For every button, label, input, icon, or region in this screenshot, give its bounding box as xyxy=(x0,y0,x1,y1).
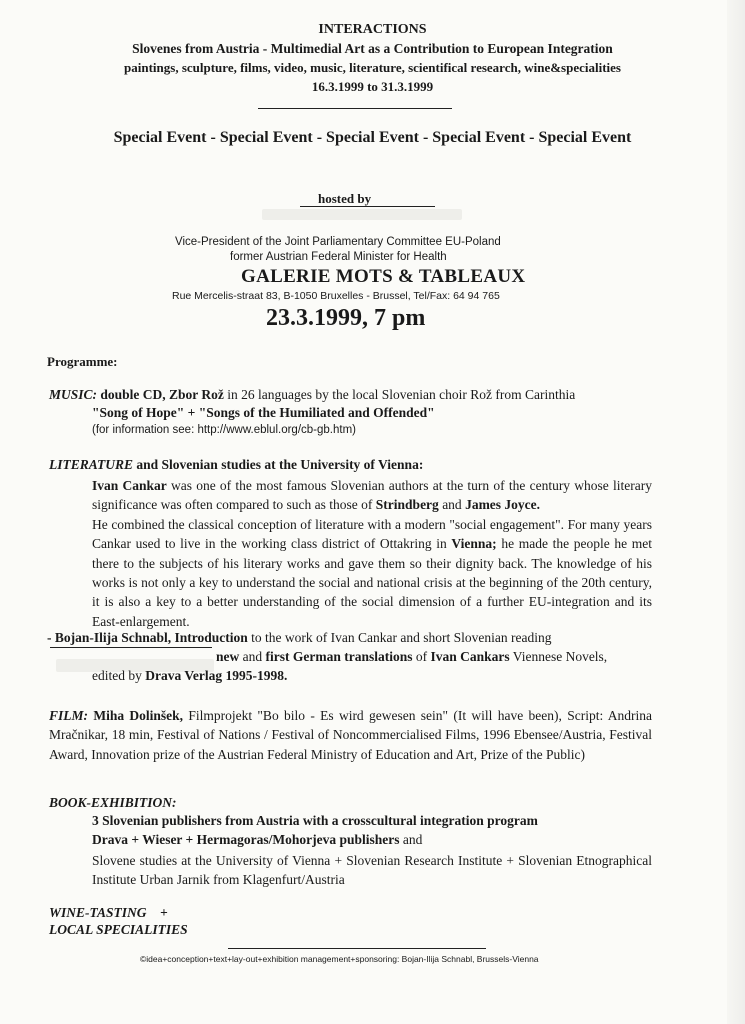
strindberg-name: Strindberg xyxy=(375,497,439,513)
reading-description: to the work of Ivan Cankar and short Slovenian reading xyxy=(247,630,552,645)
film-director: Miha Dolinšek, xyxy=(93,708,184,723)
film-paragraph xyxy=(49,706,652,764)
joyce-name: James Joyce. xyxy=(465,497,541,513)
book-institutes: Slovene studies at the University of Vienna + Slovenian Research Institute + Slovenian Etnographical Institute Urban Jarnik from Klagenfurt/Austria xyxy=(92,853,652,888)
vienna-name: Vienna; xyxy=(451,536,497,552)
literature-text-1: was one of the most famous Slovenian authors at the turn of the century whose literary significance was often compared to such as those of xyxy=(92,478,652,513)
music-song-titles: "Song of Hope" + "Songs of the Humiliated and Offended" xyxy=(92,405,435,420)
music-line-1 xyxy=(49,387,575,403)
hosted-by-label: hosted by xyxy=(318,191,372,206)
book-exhibition-label: BOOK-EXHIBITION: xyxy=(49,795,177,810)
reading-translations: first German translations xyxy=(265,649,413,664)
music-info-link: (for information see: http://www.eblul.org/cb-gb.htm) xyxy=(92,424,356,436)
hosted-by-underline xyxy=(300,206,435,207)
reading-novels: Viennese Novels, xyxy=(509,649,608,664)
wine-tasting-label: WINE-TASTING + xyxy=(49,905,168,920)
event-dates: 16.3.1999 to 31.3.1999 xyxy=(311,79,434,94)
reading-cankars: Ivan Cankars xyxy=(430,649,510,664)
redacted-host-name xyxy=(262,209,462,220)
footer-divider xyxy=(228,948,486,949)
literature-text-3: he made the people he met there to the subjects of his literary works and gave them so their dignity back. The knowledge of his works is not only a key to understand the social and national crisis at the beginning of the 20th century, it is also a key to a better understanding of the social dimension of a further EU-integration and its East-enlargement. xyxy=(92,536,652,629)
event-subtitle: Slovenes from Austria - Multimedial Art as a Contribution to European Integration xyxy=(132,41,613,56)
cankar-name: Ivan Cankar xyxy=(92,478,167,493)
local-specialities-label: LOCAL SPECIALITIES xyxy=(49,922,188,937)
literature-label: LITERATURE xyxy=(49,457,134,472)
book-publishers-intro: 3 Slovenian publishers from Austria with a crosscultural integration program xyxy=(92,813,538,828)
venue-address: Rue Mercelis-straat 83, B-1050 Bruxelles - Brussel, Tel/Fax: 64 94 765 xyxy=(172,290,500,302)
special-event-banner: Special Event - Special Event - Special Event - Special Event - Special Event xyxy=(113,129,632,146)
event-title: INTERACTIONS xyxy=(318,22,427,37)
reading-new: new xyxy=(216,649,240,664)
book-publishers-and: and xyxy=(399,832,423,847)
reading-of: of xyxy=(412,649,431,664)
reading-and: and xyxy=(239,649,266,664)
programme-heading: Programme: xyxy=(47,354,118,369)
event-categories: paintings, sculpture, films, video, music, literature, scientifical research, wine&specialities xyxy=(124,60,621,75)
reading-edited-by: edited by xyxy=(92,668,146,683)
music-label: MUSIC: xyxy=(49,387,98,402)
reading-speaker: - Bojan-Ilija Schnabl, Introduction xyxy=(47,630,248,645)
reading-line-1 xyxy=(47,630,551,646)
event-datetime: 23.3.1999, 7 pm xyxy=(266,305,426,331)
music-description: in 26 languages by the local Slovenian choir Rož from Carinthia xyxy=(223,387,576,402)
literature-text-2: He combined the classical conception of literature with a modern "social engagement". For many years Cankar used to live in the working class district of Ottakring in xyxy=(92,516,652,552)
reading-line-2 xyxy=(216,649,607,665)
film-label: FILM: xyxy=(49,708,89,723)
book-publishers: Drava + Wieser + Hermagoras/Mohorjeva publishers xyxy=(92,832,400,847)
reading-underline xyxy=(50,647,212,648)
footer-credits: ©idea+conception+text+lay-out+exhibition management+sponsoring: Bojan-Ilija Schnabl, Brussels-Vienna xyxy=(140,954,539,964)
literature-heading-rest: and Slovenian studies at the University of Vienna: xyxy=(133,457,424,472)
page-edge-shadow xyxy=(727,0,745,1024)
host-line-1: Vice-President of the Joint Parliamentary Committee EU-Poland xyxy=(175,236,501,248)
literature-and: and xyxy=(438,497,466,513)
reading-line-3 xyxy=(92,668,287,684)
reading-publisher: Drava Verlag 1995-1998. xyxy=(145,668,288,683)
literature-heading xyxy=(49,457,423,473)
host-line-2: former Austrian Federal Minister for Health xyxy=(230,251,447,263)
literature-paragraph xyxy=(92,476,652,631)
film-description: Filmprojekt "Bo bilo - Es wird gewesen sein" (It will have been), Script: Andrina Mračnikar, 18 min, Festival of Nations / Festival of Noncommercialised Films, 1996 Ebensee/Austria, Festival Award, Innovation prize of the Austrian Federal Ministry of Education and Art, Prize of the Public) xyxy=(49,708,653,762)
book-publishers-line xyxy=(92,832,422,848)
venue-name: GALERIE MOTS & TABLEAUX xyxy=(241,266,526,287)
header-divider xyxy=(258,108,452,109)
music-cd-title: double CD, Zbor Rož xyxy=(100,387,224,402)
